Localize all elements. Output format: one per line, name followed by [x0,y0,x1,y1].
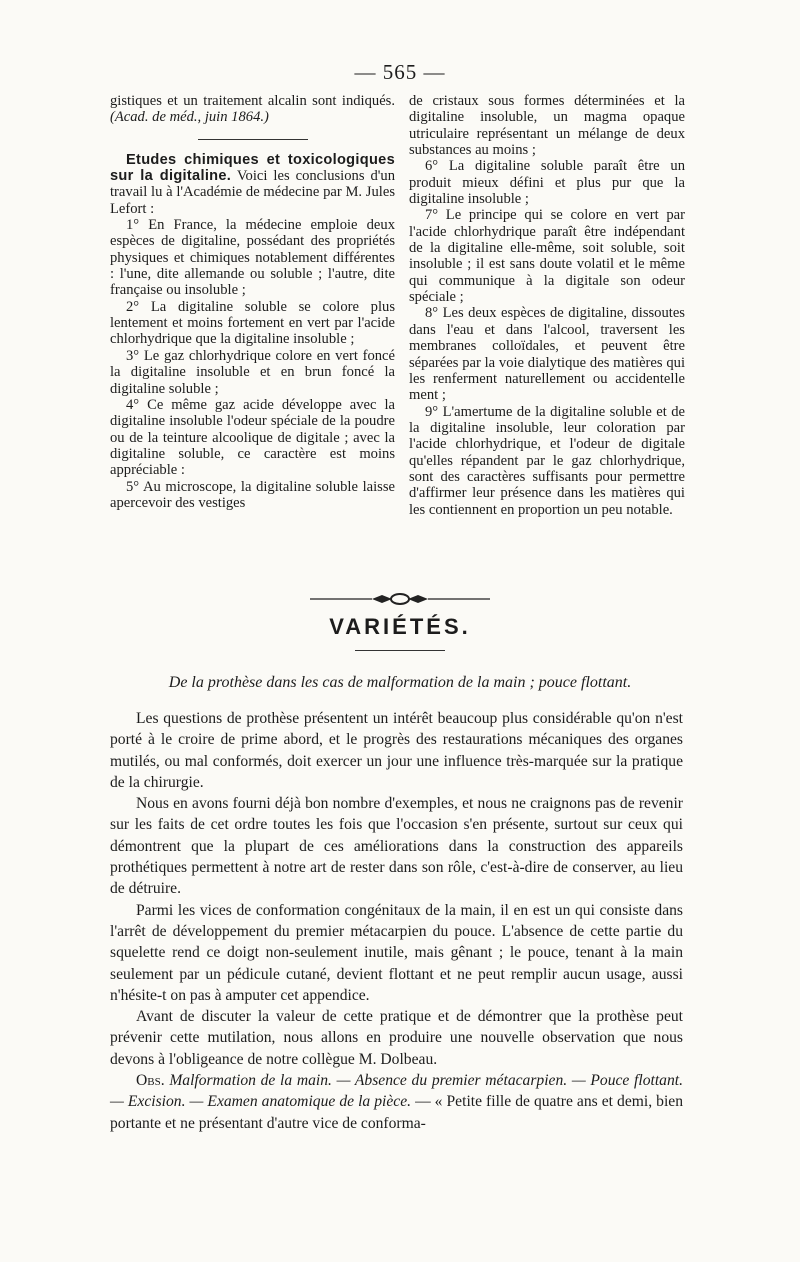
article-paragraph: Les questions de prothèse présentent un intérêt beaucoup plus considérable qu'on n'est porté à le croire de prime abord, et le progrès des restaurations mécaniques des organes mutilés, ou mal conformés, doit exercer un jour une influence très-marquée sur la pratique de la chirurgie. [110,710,683,791]
list-item: 7° Le principe qui se colore en vert par l'acide chlorhydrique paraît être indépendant de la digitaline elle-même, soit soluble, soit insoluble ; il est sans doute volatil et le même qui communique à la digitale son odeur spéciale ; [409,207,685,306]
section-heading-varietes: VARIÉTÉS. [329,614,471,639]
section-paragraph [110,152,395,217]
article-paragraph: Parmi les vices de conformation congénitaux de la main, il en est un qui consiste dans l'arrêt de développement du premier métacarpien du pouce. L'absence de cette partie du squelette rend ce doigt non-seulement inutile, mais gênant ; le pouce, tenant à la main seulement par un pédicule cutané, devient flottant et ne peut remplir aucun usage, aussi n'hésite-t on pas à amputer cet appendice. [110,901,683,1004]
article-title: De la prothèse dans les cas de malformation de la main ; pouce flottant. [168,674,632,691]
article-paragraph: Avant de discuter la valeur de cette pratique et de démontrer que la prothèse peut prévenir cette mutilation, nous allons en produire une nouvelle observation que nous devons à l'obligeance de notre collègue M. Dolbeau. [110,1008,683,1068]
section-divider [198,139,308,140]
obs-label: Obs. [136,1072,165,1090]
list-item: 1° En France, la médecine emploie deux espèces de digitaline, possédant des propriétés physiques et chimiques notablement différentes : l'une, dite allemande ou soluble ; l'autre, dite française ou insoluble ; [110,217,395,299]
list-item: 4° Ce même gaz acide développe avec la digitaline insoluble l'odeur spéciale de la poudre ou de la teinture alcoolique de digitale ; avec la digitaline soluble, ce caractère est moins appréciable : [110,396,395,479]
intro-reference: (Acad. de méd., juin 1864.) [110,109,269,126]
obs-text: — « Petite fille de quatre ans et demi, bien portante et ne présentant d'autre vice de conforma- [110,1093,683,1132]
list-item: 2° La digitaline soluble se colore plus lentement et moins fortement en vert par l'acide chlorhydrique que la digitaline insoluble ; [110,298,395,348]
list-item: 9° L'amertume de la digitaline soluble et de la digitaline insoluble, leur coloration par l'acide chlorhydrique, et l'odeur de digitale qu'elles répandent par le gaz chlorhydrique, sont des caractères suffisants pour permettre d'affirmer leur présence dans les matières qui les contiennent en proportion un peu notable. [409,403,685,518]
section-title: Etudes chimiques et toxicologiques sur la digitaline. [110,151,395,185]
right-continuation: de cristaux sous formes déterminées et la digitaline insoluble, un magma opaque utriculaire représentant un mélange de deux substances au moins ; [409,93,685,159]
heading-underline [355,650,445,651]
ornament-divider [310,591,490,607]
page-number: — 565 — [354,60,446,84]
list-item: 6° La digitaline soluble paraît être un produit mieux défini et plus pur que la digitaline insoluble ; [409,158,685,208]
left-intro: gistiques et un traitement alcalin sont indiqués. (Acad. de méd., juin 1864.) [110,93,395,126]
left-column [110,93,395,511]
section-intro: Voici les conclusions d'un travail lu à l'Académie de médecine par M. Jules Lefort : [110,168,396,217]
list-item: 5° Au microscope, la digitaline soluble laisse apercevoir des vestiges [110,478,395,511]
article-paragraph: Nous en avons fourni déjà bon nombre d'exemples, et nous ne craignons pas de revenir sur les faits de cet ordre toutes les fois que l'occasion s'en présente, surtout sur ceux qui démontrent que la plupart de ces améliorations dans la construction des appareils prothétiques permettent à notre art de rester dans son rôle, c'est-à-dire de conserver, au lieu de détruire. [110,795,683,898]
list-item: 3° Le gaz chlorhydrique colore en vert foncé la digitaline insoluble et en brun foncé la digitaline soluble ; [110,347,395,397]
observation-paragraph [110,1070,683,1134]
right-column [409,93,685,518]
list-item: 8° Les deux espèces de digitaline, dissoutes dans l'eau et dans l'alcool, traversent les membranes colloïdales, et peuvent être séparées par la voie dialytique des matières qui les renferment naturellement ou accidentelle ment ; [409,305,685,404]
obs-title: Malformation de la main. — Absence du premier métacarpien. — Pouce flottant. — Excision. — Examen anatomique de la pièce. [110,1072,683,1111]
article-body [110,708,683,1134]
